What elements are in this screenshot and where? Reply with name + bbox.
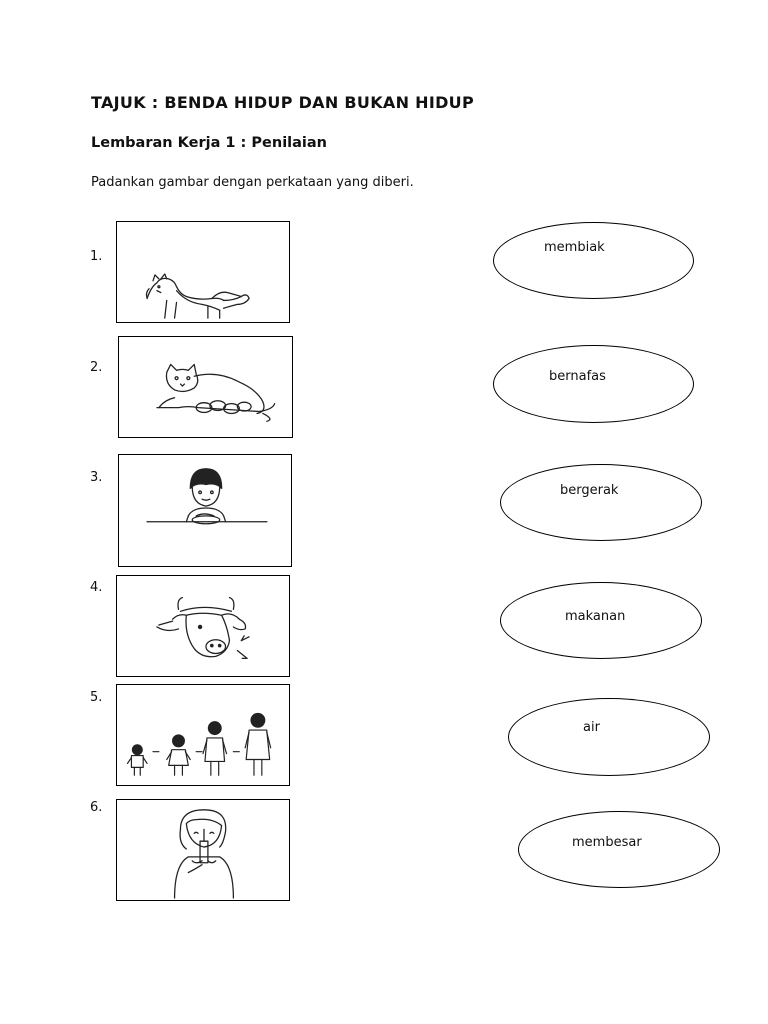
cow-picture <box>116 575 290 677</box>
word-oval-air[interactable] <box>508 698 710 776</box>
cat-picture <box>118 336 293 438</box>
word-label: membesar <box>572 835 642 850</box>
cat-with-kittens-icon <box>119 337 292 437</box>
horse-picture <box>116 221 290 323</box>
child-growing-icon <box>117 685 289 785</box>
word-label: air <box>583 720 600 735</box>
item-number-1: 1. <box>90 249 103 264</box>
horse-icon <box>117 222 289 322</box>
item-number-6: 6. <box>90 800 103 815</box>
instruction-text: Padankan gambar dengan perkataan yang diberi. <box>91 175 414 190</box>
word-oval-makanan[interactable] <box>500 582 702 659</box>
item-number-2: 2. <box>90 360 103 375</box>
boy-eating-picture <box>118 454 292 567</box>
item-number-4: 4. <box>90 580 103 595</box>
growing-picture <box>116 684 290 786</box>
word-label: bergerak <box>560 483 619 498</box>
drinking-picture <box>116 799 290 901</box>
girl-drinking-icon <box>117 800 289 900</box>
worksheet-title: TAJUK : BENDA HIDUP DAN BUKAN HIDUP <box>91 93 474 112</box>
word-oval-bergerak[interactable] <box>500 464 702 541</box>
word-label: membiak <box>544 240 605 255</box>
item-number-3: 3. <box>90 470 103 485</box>
cow-breathing-icon <box>117 576 289 676</box>
word-oval-membiak[interactable] <box>493 222 694 299</box>
word-oval-membesar[interactable] <box>518 811 720 888</box>
word-label: bernafas <box>549 369 606 384</box>
item-number-5: 5. <box>90 690 103 705</box>
word-label: makanan <box>565 609 626 624</box>
boy-eating-icon <box>119 455 291 566</box>
worksheet-subtitle: Lembaran Kerja 1 : Penilaian <box>91 135 327 151</box>
word-oval-bernafas[interactable] <box>493 345 694 423</box>
